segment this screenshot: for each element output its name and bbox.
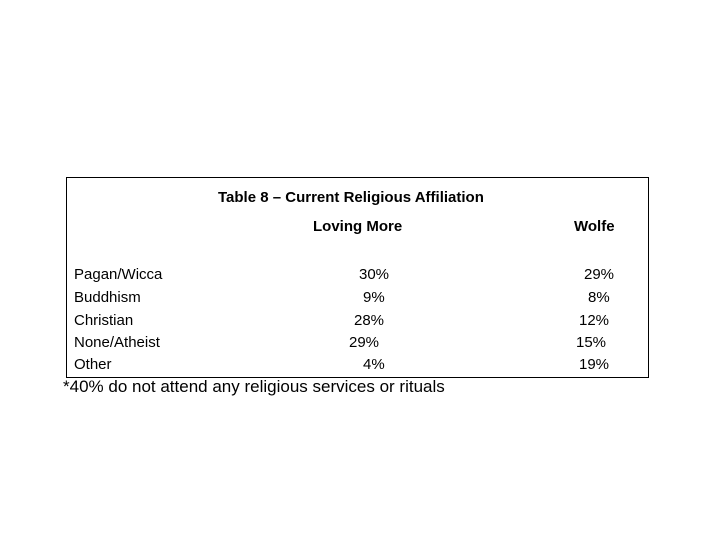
- column-header-loving-more: Loving More: [313, 218, 403, 235]
- row-label-pagan-wicca: Pagan/Wicca: [74, 266, 163, 283]
- cell-wolfe-pagan-wicca: 29%: [584, 266, 615, 283]
- cell-wolfe-none-atheist: 15%: [576, 334, 607, 351]
- cell-loving-more-pagan-wicca: 30%: [359, 266, 390, 283]
- column-header-wolfe: Wolfe: [574, 218, 615, 235]
- row-label-christian: Christian: [74, 312, 134, 329]
- cell-wolfe-christian: 12%: [579, 312, 610, 329]
- row-label-other: Other: [74, 356, 112, 373]
- cell-loving-more-buddhism: 9%: [363, 289, 385, 306]
- table-title: Table 8 – Current Religious Affiliation: [218, 189, 484, 206]
- row-label-none-atheist: None/Atheist: [74, 334, 160, 351]
- row-label-buddhism: Buddhism: [74, 289, 141, 306]
- cell-wolfe-other: 19%: [579, 356, 610, 373]
- footnote: *40% do not attend any religious services or rituals: [63, 377, 445, 396]
- cell-loving-more-none-atheist: 29%: [349, 334, 380, 351]
- cell-wolfe-buddhism: 8%: [588, 289, 610, 306]
- cell-loving-more-christian: 28%: [354, 312, 385, 329]
- cell-loving-more-other: 4%: [363, 356, 385, 373]
